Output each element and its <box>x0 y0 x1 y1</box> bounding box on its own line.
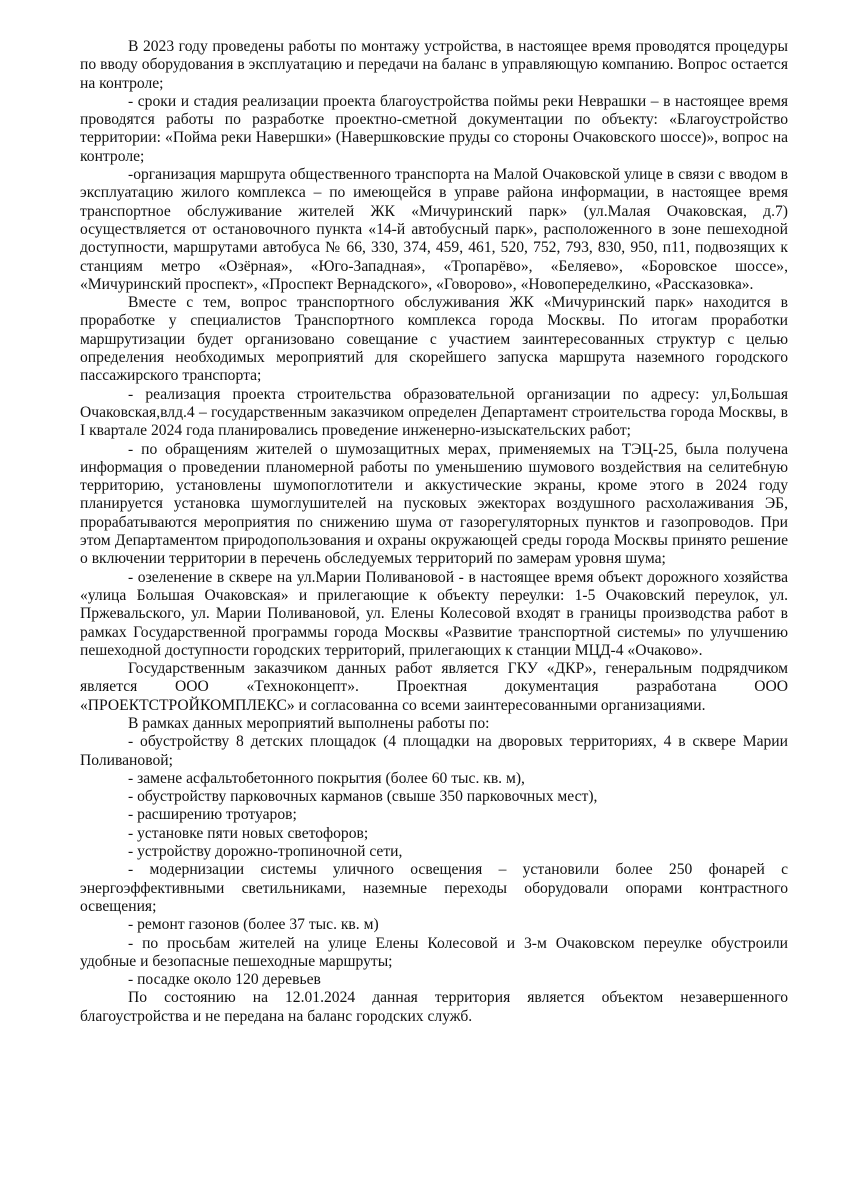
paragraph-transport-route: -организация маршрута общественного транспорта на Малой Очаковской улице в связи с вводом в эксплуатацию жилого комплекса – по имеющейся в управе района информации, в настоящее время транспортное обслуживание жителей ЖК «Мичуринский парк» (ул.Малая Очаковская, д.7) осуществляется от остановочного пункта «14-й автобусный парк», расположенного в зоне пешеходной доступности, маршрутами автобуса № 66, 330, 374, 459, 461, 520, 752, 793, 830, 950, п11, подвозящих к станциям метро «Озёрная», «Юго-Западная», «Тропарёво», «Беляево», «Боровское шоссе», «Мичуринский проспект», «Проспект Вернадского», «Говорово», «Новопеределкино, «Рассказовка». <box>80 166 788 293</box>
paragraph-noise-protection: - по обращениям жителей о шумозащитных мерах, применяемых на ТЭЦ-25, была получена информация о проведении планомерной работы по уменьшению шумового воздействия на селитебную территорию, установлены шумопоглотители и аккустические экраны, кроме этого в 2024 году планируется установка шумоглушителей на пусковых эжекторах воздушного расхолаживания ЭБ, прорабатываются мероприятия по снижению шума от газорегуляторных пунктов и газопроводов. При этом Департаментом природопользования и охраны окружающей среды города Москвы принято решение о включении территории в перечень обследуемых территорий по замерам уровня шума; <box>80 440 788 568</box>
paragraph-works-intro: В рамках данных мероприятий выполнены работы по: <box>128 714 490 732</box>
document-page <box>80 38 788 1026</box>
list-item-pedestrian-routes: - по просьбам жителей на улице Елены Колесовой и 3-м Очаковском переулке обустроили удобные и безопасные пешеходные маршруты; <box>80 934 788 970</box>
list-item-traffic-lights: - установке пяти новых светофоров; <box>128 824 369 842</box>
list-item-trees: - посадке около 120 деревьев <box>128 971 321 989</box>
list-item-lawns: - ремонт газонов (более 37 тыс. кв. м) <box>128 916 379 934</box>
list-item-asphalt: - замене асфальтобетонного покрытия (более 60 тыс. кв. м), <box>128 769 525 787</box>
paragraph-nevrashka-floodplain: - сроки и стадия реализации проекта благоустройства поймы реки Неврашки – в настоящее время проводятся работы по разработке проектно-сметной документации по объекту: «Благоустройство территории: «Пойма реки Навершки» (Навершковские пруды со стороны Очаковского шоссе)», вопрос на контроле; <box>80 92 788 165</box>
paragraph-state-customer: Государственным заказчиком данных работ является ГКУ «ДКР», генеральным подрядчиком является ООО «Техноконцепт». Проектная документация разработана ООО «ПРОЕКТСТРОЙКОМПЛЕКС» и согласованна со всеми заинтересованными организациями. <box>80 660 788 714</box>
paragraph-transport-complex: Вместе с тем, вопрос транспортного обслуживания ЖК «Мичуринский парк» находится в проработке у специалистов Транспортного комплекса города Москвы. По итогам проработки маршрутизации будет организовано совещание с участием заинтересованных структур с целью определения необходимых мероприятий для скорейшего запуска маршрута наземного городского пассажирского транспорта; <box>80 294 788 385</box>
list-item-sidewalks: - расширению тротуаров; <box>128 806 297 824</box>
paragraph-educational-organization: - реализация проекта строительства образовательной организации по адресу: ул,Большая Очаковская,влд.4 – государственным заказчиком определен Департамент строительства города Москвы, в I квартале 2024 года планировались проведение инженерно-изыскательских работ; <box>80 385 788 440</box>
paragraph-equipment-installation: В 2023 году проведены работы по монтажу устройства, в настоящее время проводятся процедуры по вводу оборудования в эксплуатацию и передачи на баланс в управляющую компанию. Вопрос остается на контроле; <box>80 38 788 92</box>
list-item-lighting: - модернизации системы уличного освещения – установили более 250 фонарей с энергоэффективными светильниками, наземные переходы оборудовали опорами контрастного освещения; <box>80 861 788 915</box>
paragraph-status-date: По состоянию на 12.01.2024 данная территория является объектом незавершенного благоустройства и не передана на баланс городских служб. <box>80 989 788 1025</box>
list-item-paths: - устройству дорожно-тропиночной сети, <box>128 843 403 861</box>
paragraph-landscaping-square: - озеленение в сквере на ул.Марии Поливановой - в настоящее время объект дорожного хозяйства «улица Большая Очаковская» и прилегающие к объекту переулки: 1-5 Очаковский переулок, ул. Пржевальского, ул. Марии Поливановой, ул. Елены Колесовой входят в границы производства работ в рамках Государственной программы города Москвы «Развитие транспортной системы» по улучшению пешеходной доступности городских территорий, прилегающих к станции МЦД-4 «Очаково». <box>80 568 788 659</box>
list-item-parking: - обустройству парковочных карманов (свыше 350 парковочных мест), <box>128 788 598 806</box>
list-item-playgrounds: - обустройству 8 детских площадок (4 площадки на дворовых территориях, 4 в сквере Марии Поливановой; <box>80 733 788 769</box>
